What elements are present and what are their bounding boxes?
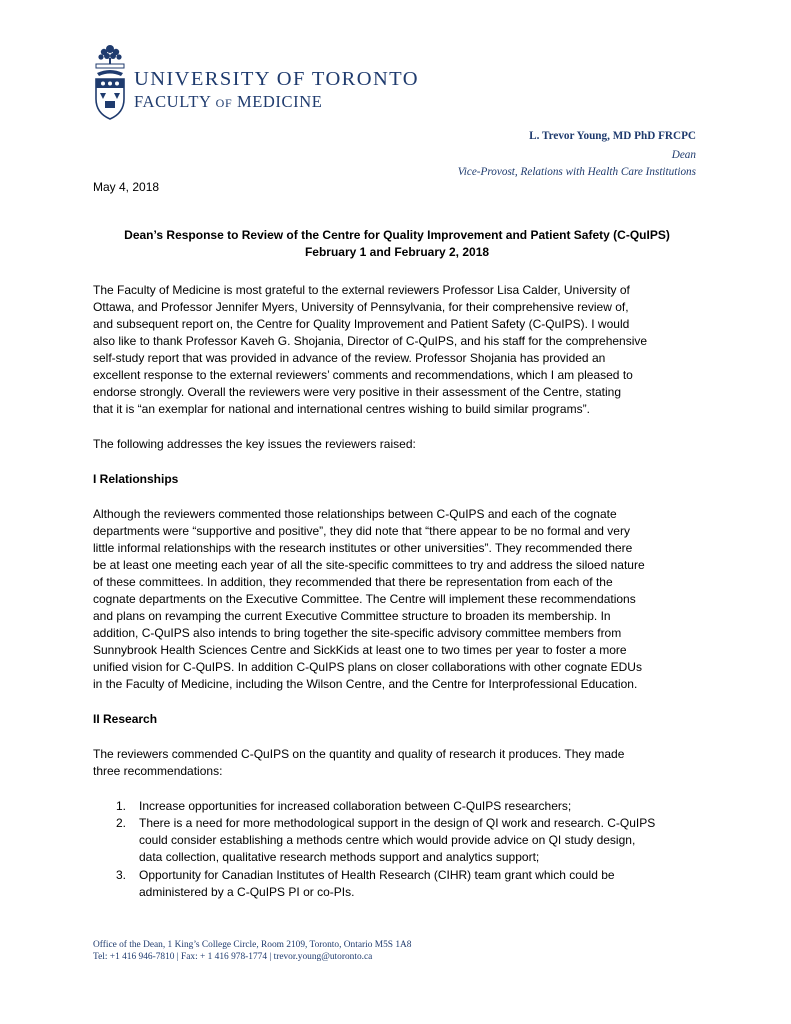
- list-item-number: 1.: [116, 799, 127, 813]
- intro-line: that it is “an exemplar for national and international centres wishing to build similar programs”.: [93, 402, 590, 416]
- footer-address: Office of the Dean, 1 King’s College Circle, Room 2109, Toronto, Ontario M5S 1A8: [93, 940, 412, 950]
- list-item-line: Increase opportunities for increased collaboration between C-QuIPS researchers;: [139, 799, 572, 813]
- section-heading-research: II Research: [93, 712, 158, 726]
- paragraph-line: in the Faculty of Medicine, including the Wilson Centre, and the Centre for Interprofessional Education.: [93, 677, 638, 691]
- intro-line: The Faculty of Medicine is most grateful to the external reviewers Professor Lisa Calder, University of: [93, 283, 630, 297]
- list-item-line: administered by a C-QuIPS PI or co-PIs.: [139, 885, 355, 899]
- letter-date: May 4, 2018: [93, 180, 160, 194]
- list-item-number: 3.: [116, 868, 127, 882]
- intro-line: Ottawa, and Professor Jennifer Myers, University of Pennsylvania, for their comprehensive review of,: [93, 300, 629, 314]
- signatory-role: Vice-Provost, Relations with Health Care Institutions: [457, 166, 696, 178]
- paragraph-line: be at least one meeting each year of all the site-specific committees to try and address the siloed nature: [93, 558, 645, 572]
- footer-contact: Tel: +1 416 946-7810 | Fax: + 1 416 978-1774 | trevor.young@utoronto.ca: [93, 952, 373, 962]
- intro-line: endorse strongly. Overall the reviewers were very positive in their assessment of the Centre, stating: [93, 385, 622, 399]
- document-subtitle: February 1 and February 2, 2018: [304, 245, 490, 259]
- intro-line: and subsequent report on, the Centre for Quality Improvement and Patient Safety (C-QuIPS). I would: [93, 317, 630, 331]
- paragraph-line: Although the reviewers commented those relationships between C-QuIPS and each of the cognate: [93, 507, 617, 521]
- paragraph-line: cognate departments on the Executive Committee. The Centre will implement these recommendations: [93, 592, 636, 606]
- faculty-name-part: FACULTY: [134, 92, 216, 111]
- paragraph-line: The reviewers commended C-QuIPS on the quantity and quality of research it produces. They made: [93, 747, 625, 761]
- faculty-name-of: OF: [215, 96, 233, 110]
- list-item-line: data collection, qualitative research methods support and analytics support;: [139, 850, 540, 864]
- signatory-name: L. Trevor Young, MD PhD FRCPC: [529, 130, 696, 142]
- list-item-number: 2.: [116, 816, 127, 830]
- signatory-title: Dean: [671, 149, 696, 161]
- list-item-line: There is a need for more methodological support in the design of QI work and research. C-QuIPS: [139, 816, 656, 830]
- list-item-line: could consider establishing a methods centre which would provide advice on QI study design,: [139, 833, 636, 847]
- paragraph-line: and plans on revamping the current Executive Committee structure to broaden its membership. In: [93, 609, 611, 623]
- intro-line: self-study report that was provided in advance of the review. Professor Shojania has provided an: [93, 351, 606, 365]
- intro-line: excellent response to the external reviewers’ comments and recommendations, which I am pleased to: [93, 368, 633, 382]
- university-crest-icon: [93, 43, 127, 121]
- paragraph-line: three recommendations:: [93, 764, 223, 778]
- document-title: Dean’s Response to Review of the Centre for Quality Improvement and Patient Safety (C-QuIPS): [124, 228, 670, 242]
- paragraph-line: little informal relationships with the research institutes or other universities”. They recommended there: [93, 541, 633, 555]
- addresses-line: The following addresses the key issues the reviewers raised:: [93, 437, 416, 451]
- intro-line: also like to thank Professor Kaveh G. Shojania, Director of C-QuIPS, and his staff for the comprehensive: [93, 334, 648, 348]
- paragraph-line: addition, C-QuIPS also intends to bring together the site-specific advisory committee members from: [93, 626, 622, 640]
- university-name: UNIVERSITY OF TORONTO: [134, 68, 419, 90]
- paragraph-line: departments were “supportive and positive”, they did note that “there appear to be no formal and very: [93, 524, 630, 538]
- faculty-name: [134, 92, 322, 112]
- paragraph-line: unified vision for C-QuIPS. In addition C-QuIPS plans on closer collaborations with other cognate EDUs: [93, 660, 642, 674]
- list-item-line: Opportunity for Canadian Institutes of Health Research (CIHR) team grant which could be: [139, 868, 615, 882]
- section-heading-relationships: I Relationships: [93, 472, 179, 486]
- faculty-name-part: MEDICINE: [232, 92, 323, 111]
- paragraph-line: Sunnybrook Health Sciences Centre and SickKids at least one to two times per year to foster a more: [93, 643, 627, 657]
- paragraph-line: of these committees. In addition, they recommended that there be representation from each of the: [93, 575, 613, 589]
